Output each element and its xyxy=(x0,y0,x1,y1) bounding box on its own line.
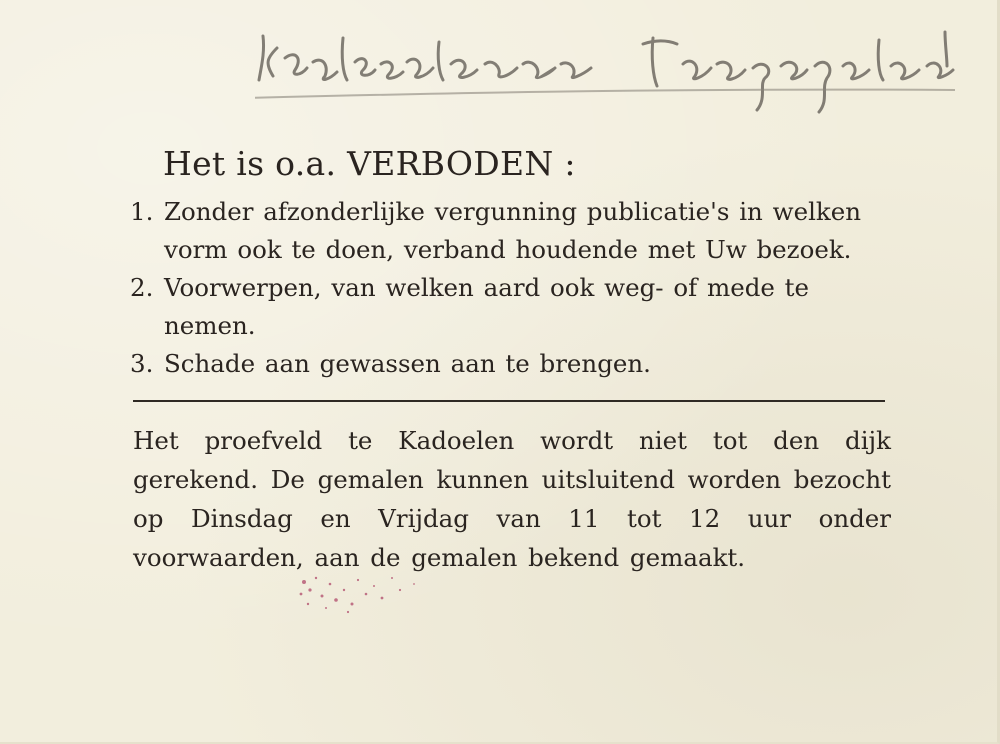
stamp-speckles xyxy=(296,560,446,620)
rule-text: Zonder afzonderlijke vergunning publicatie's in welken vorm ook te doen, verband houdende met Uw bezoek. xyxy=(164,197,862,264)
rule-text: Voorwerpen, van welken aard ook weg- of mede te nemen. xyxy=(164,273,810,340)
rule-number: 3. xyxy=(130,349,154,378)
red-ink-stamp-remnant xyxy=(296,560,446,620)
notice-paragraph: Het proefveld te Kadoelen wordt niet tot den dijk gerekend. De gemalen kunnen uitsluitend worden bezocht op Dinsdag en Vrijdag van 11 tot 12 uur onder voorwaarden, aan de gemalen bekend gemaakt. xyxy=(133,426,891,572)
page-title: Het is o.a. VERBODEN : xyxy=(163,144,576,183)
handwritten-pencil-note xyxy=(255,18,955,118)
pencil-scribble xyxy=(255,18,955,118)
rules-list xyxy=(130,193,900,383)
divider-line xyxy=(133,400,885,402)
rule-item-3 xyxy=(130,345,900,383)
rule-item-1 xyxy=(130,193,900,269)
rule-number: 2. xyxy=(130,273,154,302)
rule-text: Schade aan gewassen aan te brengen. xyxy=(164,349,651,378)
rule-number: 1. xyxy=(130,197,154,226)
rule-item-2 xyxy=(130,269,900,345)
